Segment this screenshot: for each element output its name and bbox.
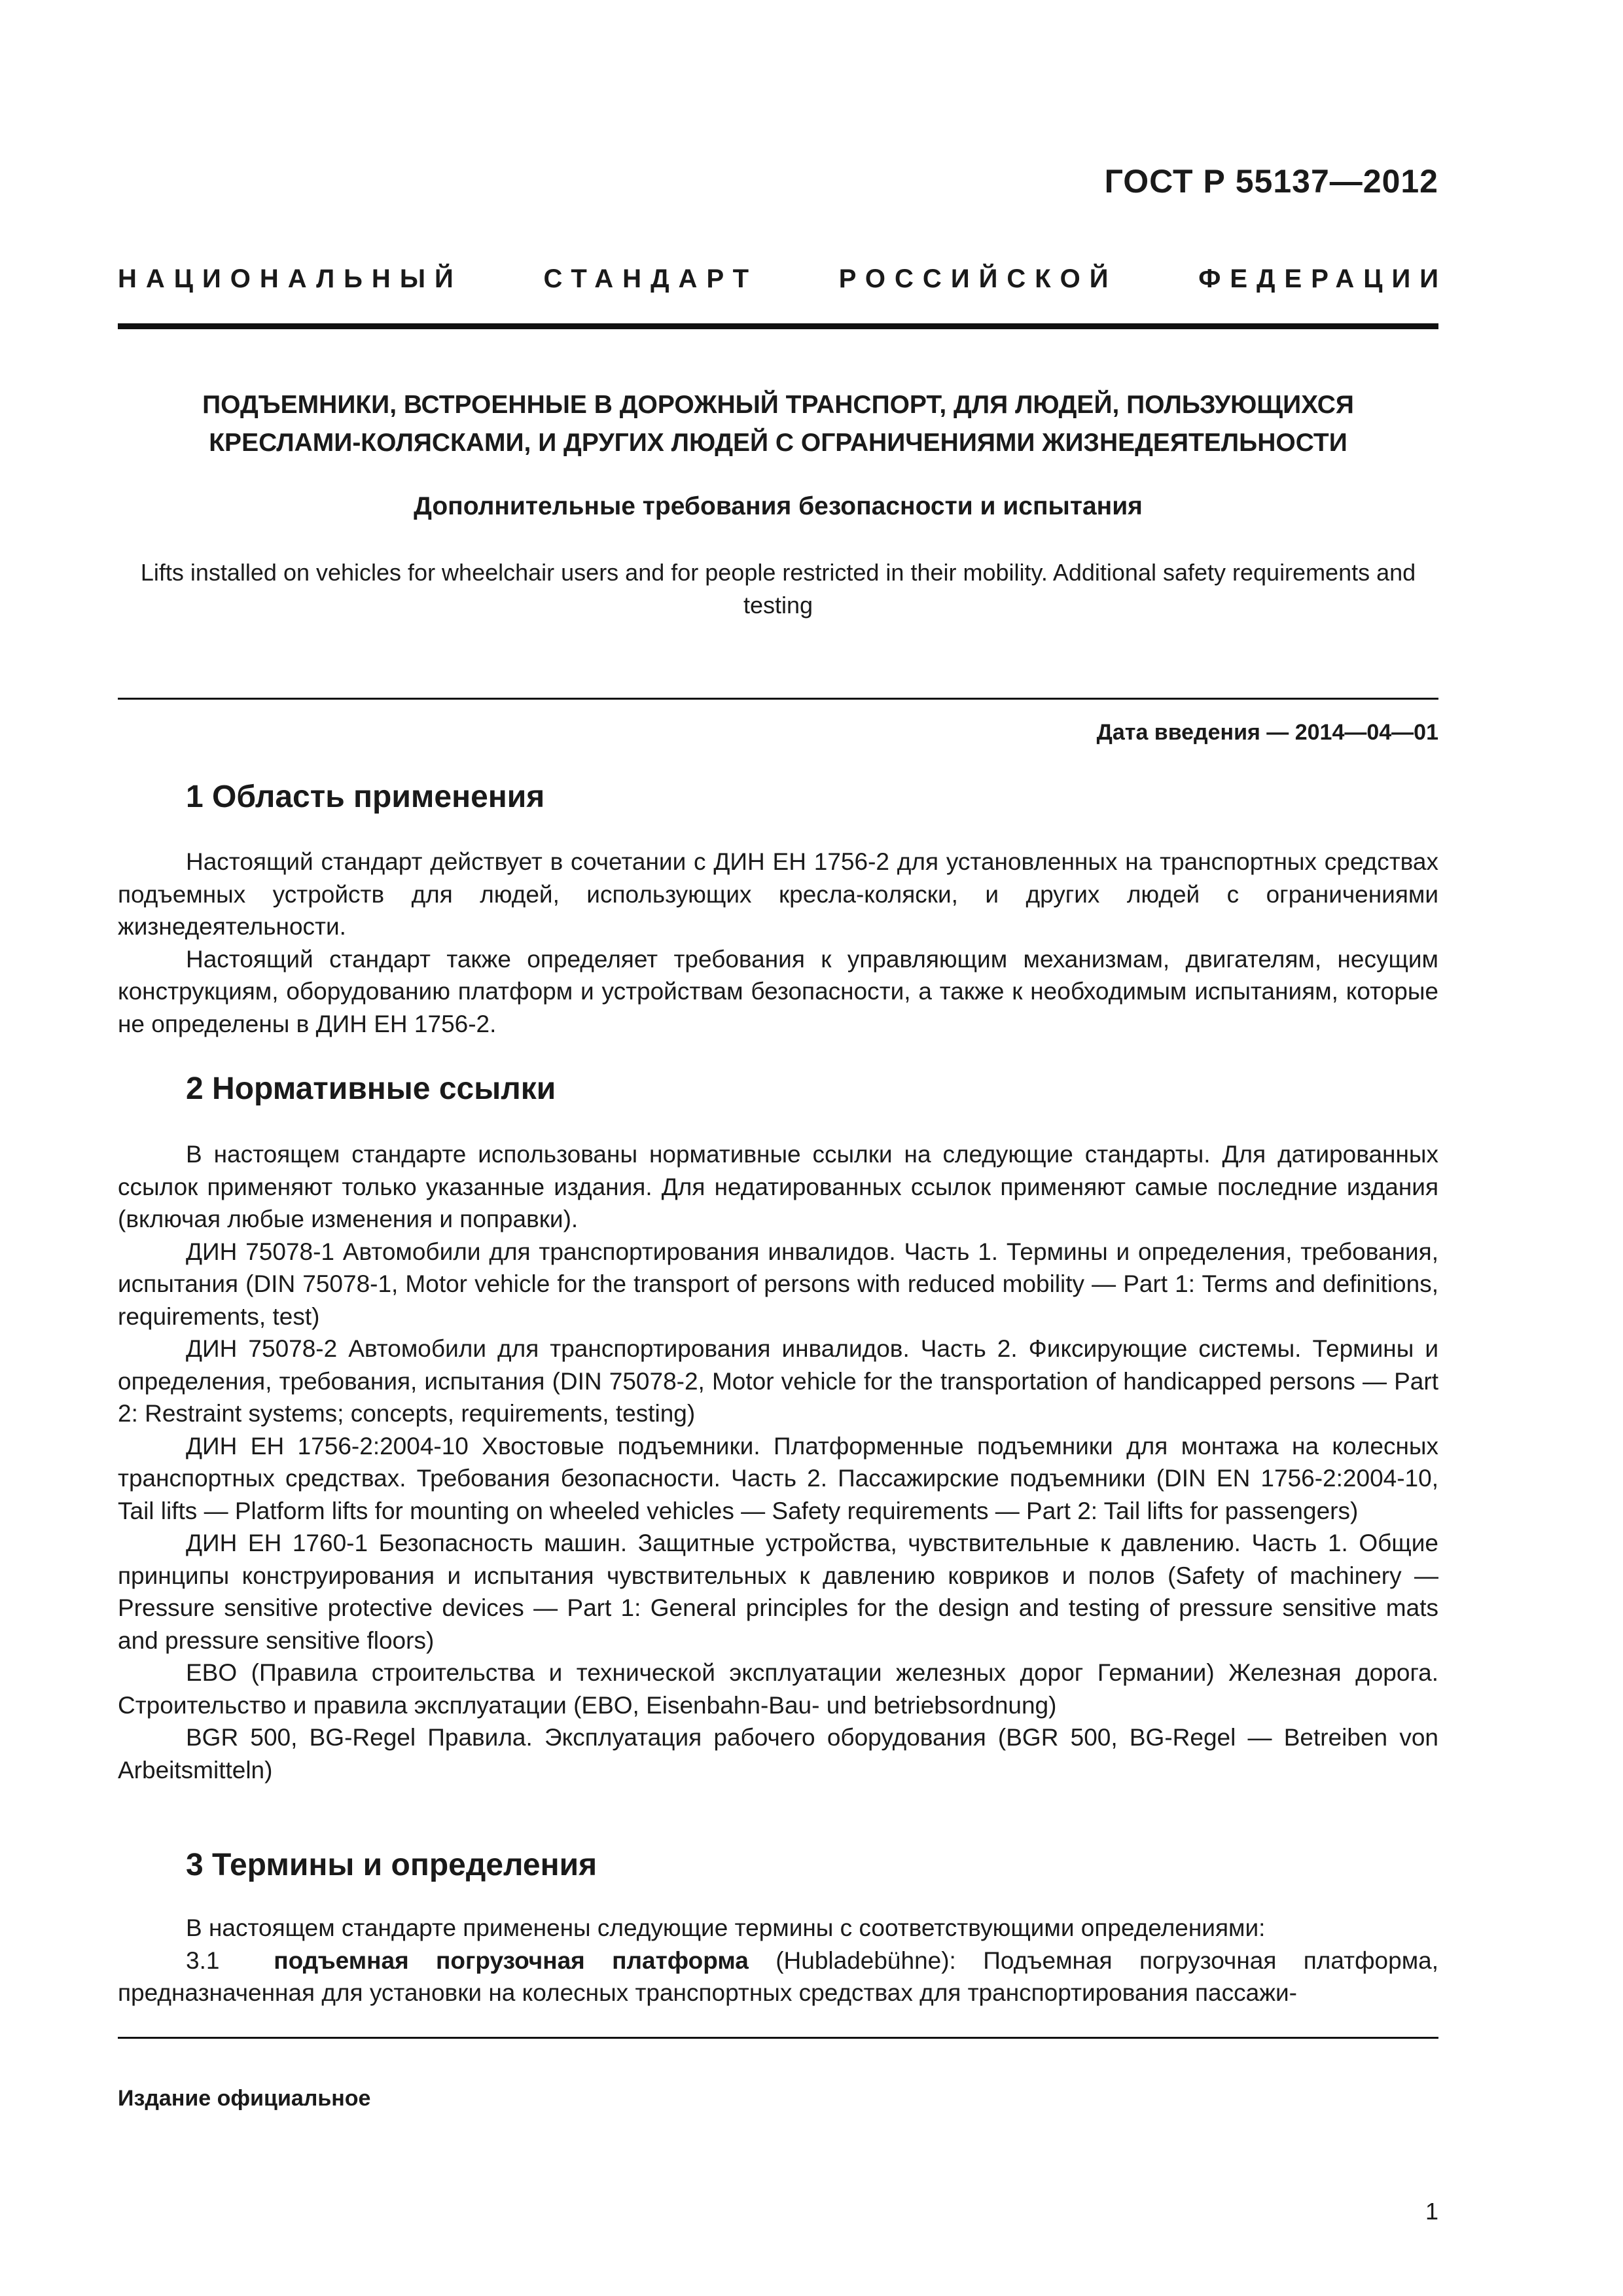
official-edition-note: Издание официальное [118,2086,371,2111]
section-heading: 3 Термины и определения [186,1848,597,1882]
paragraph: В настоящем стандарте использованы нормативные ссылки на следующие стандарты. Для датированных ссылок применяют только указанные издания. Для недатированных ссылок применяют самые последние издания (включая любые изменения и поправки). [118,1141,1438,1232]
document-subtitle: Дополнительные требования безопасности и испытания [414,492,1143,520]
reference-item: ДИН ЕН 1760-1 Безопасность машин. Защитные устройства, чувствительные к давлению. Часть 1. Общие принципы конструирования и испытания чувствительных к давлению ковриков и полов (Safety of machinery — Pressure sensitive protective devices — Part 1: General principles for the design and testing of pressure sensitive mats and pressure sensitive floors) [118,1530,1438,1654]
paragraph: В настоящем стандарте применены следующие термины с соответствующими определениями: [186,1914,1266,1941]
reference-item: ДИН 75078-2 Автомобили для транспортирования инвалидов. Часть 2. Фиксирующие системы. Термины и определения, требования, испытания (DIN 75078-2, Motor vehicle for the transportation of handicapped persons — Part 2: Restraint systems; concepts, requirements, testing) [118,1335,1438,1427]
reference-item: ДИН 75078-1 Автомобили для транспортирования инвалидов. Часть 1. Термины и определения, требования, испытания (DIN 75078-1, Motor vehicle for the transport of persons with reduced mobility — Part 1: Terms and definitions, requirements, test) [118,1238,1438,1330]
header-divider [118,323,1438,329]
national-standard-banner [118,264,1448,294]
reference-item: BGR 500, BG-Regel Правила. Эксплуатация рабочего оборудования (BGR 500, BG-Regel — Betreiben von Arbeitsmitteln) [118,1724,1438,1784]
term-definition [118,1945,1438,2009]
paragraph: Настоящий стандарт также определяет требования к управляющим механизмам, двигателям, несущим конструкциям, оборудованию платформ и устройствам безопасности, а также к необходимым испытаниям, которые не определены в ДИН ЕН 1756-2. [118,945,1438,1037]
term-number: 3.1 [186,1946,220,1974]
title-line: КРЕСЛАМИ-КОЛЯСКАМИ, И ДРУГИХ ЛЮДЕЙ С ОГРАНИЧЕНИЯМИ ЖИЗНЕДЕЯТЕЛЬНОСТИ [209,429,1347,457]
section-body [118,1912,1438,2009]
date-of-introduction: Дата введения — 2014—04—01 [1096,720,1438,745]
title-line: ПОДЪЕМНИКИ, ВСТРОЕННЫЕ В ДОРОЖНЫЙ ТРАНСПОРТ, ДЛЯ ЛЮДЕЙ, ПОЛЬЗУЮЩИХСЯ [202,391,1354,419]
section-heading: 1 Область применения [186,780,545,814]
title-divider [118,698,1438,700]
section-heading: 2 Нормативные ссылки [186,1071,556,1106]
banner-word: СТАНДАРТ [543,264,758,293]
page-number: 1 [1425,2198,1438,2225]
banner-word: НАЦИОНАЛЬНЫЙ [118,264,463,293]
term-name: подъемная погрузочная платформа [274,1946,749,1974]
english-title: Lifts installed on vehicles for wheelchair users and for people restricted in their mobility. Additional safety requirements and testing [140,559,1416,619]
banner-word: РОССИЙСКОЙ [838,264,1118,293]
reference-item: EBO (Правила строительства и технической эксплуатации железных дорог Германии) Железная дорога. Строительство и правила эксплуатации (EBO, Eisenbahn-Bau- und betriebsordnung) [118,1659,1438,1719]
paragraph: Настоящий стандарт действует в сочетании с ДИН ЕН 1756-2 для установленных на транспортных средствах подъемных устройств для людей, использующих кресла-коляски, и других людей с ограничениями жизнедеятельности. [118,848,1438,940]
banner-word: ФЕДЕРАЦИИ [1198,264,1448,293]
term-text: (Hubladebühne): Подъемная погрузочная платформа, предназначенная для установки на колесных транспортных средствах для транспортирования пассажи- [118,1946,1439,2006]
standard-number: ГОСТ Р 55137—2012 [1104,163,1438,200]
section-body [118,1138,1438,1786]
section-body [118,846,1438,1040]
reference-item: ДИН ЕН 1756-2:2004-10 Хвостовые подъемники. Платформенные подъемники для монтажа на колесных транспортных средствах. Требования безопасности. Часть 2. Пассажирские подъемники (DIN EN 1756-2:2004-10, Tail lifts — Platform lifts for mounting on wheeled vehicles — Safety requirements — Part 2: Tail lifts for passengers) [118,1432,1438,1524]
footer-divider [118,2037,1438,2039]
document-title [118,386,1438,462]
